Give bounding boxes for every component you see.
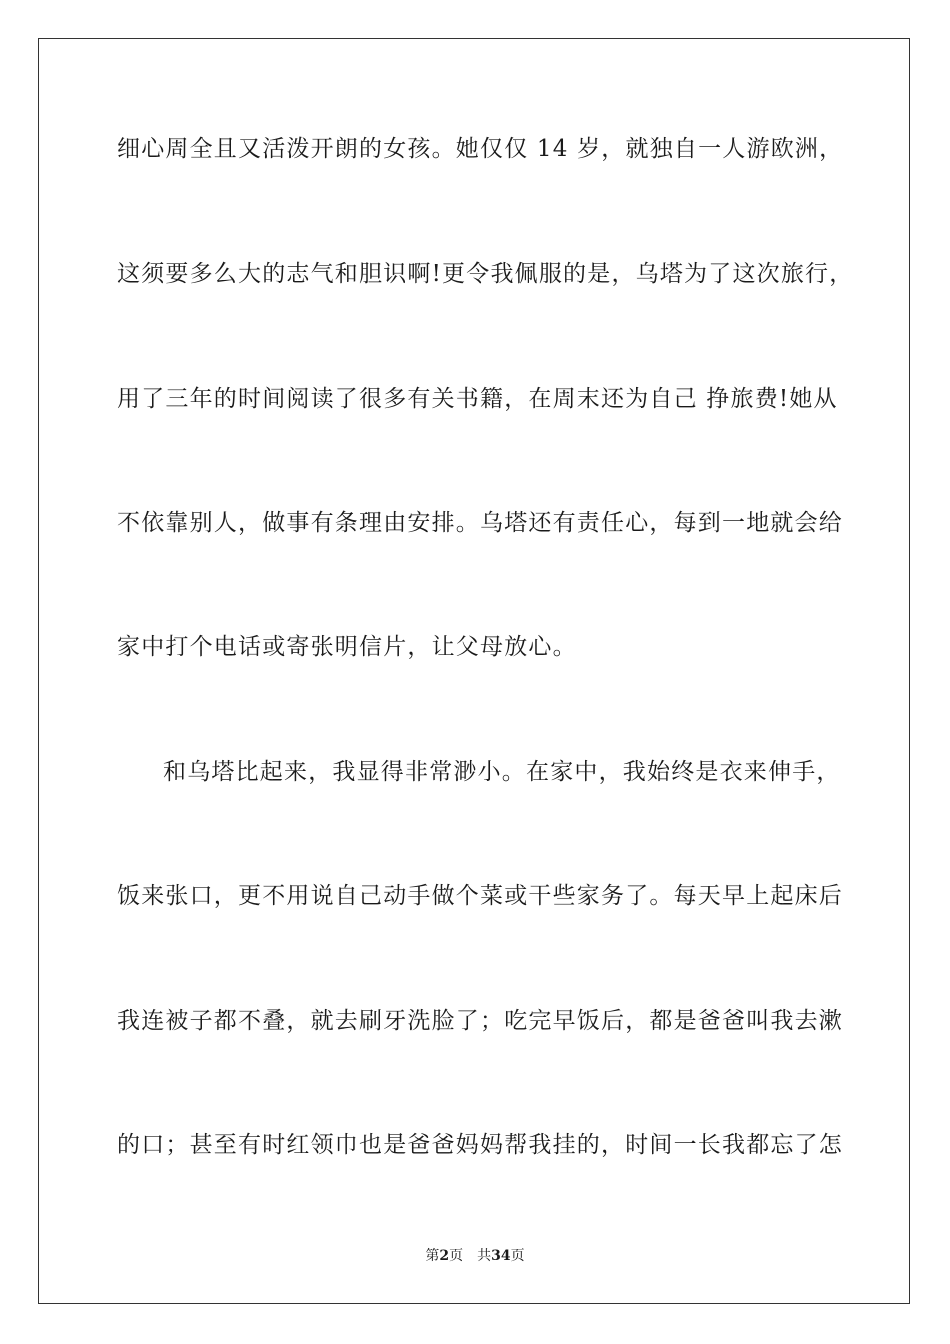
text-line: 细心周全且又活泼开朗的女孩。她仅仅 14 岁，就独自一人游欧洲， [117, 136, 844, 162]
footer-page-prefix: 第 [425, 1248, 440, 1264]
page-border [38, 38, 910, 1304]
paragraph-first-line: 和乌塔比起来，我显得非常渺小。在家中，我始终是衣来伸手， [163, 759, 841, 785]
text-line: 这须要多么大的志气和胆识啊!更令我佩服的是，乌塔为了这次旅行， [117, 261, 854, 287]
footer-page-suffix: 页 [449, 1248, 464, 1264]
text-line: 家中打个电话或寄张明信片，让父母放心。 [117, 634, 577, 660]
text-line: 的口；甚至有时红领巾也是爸爸妈妈帮我挂的，时间一长我都忘了怎 [117, 1132, 843, 1158]
footer-total-pages: 34 [491, 1248, 511, 1264]
text-line: 用了三年的时间阅读了很多有关书籍，在周末还为自己 挣旅费!她从 [117, 386, 838, 412]
text-line: 饭来张口，更不用说自己动手做个菜或干些家务了。每天早上起床后 [117, 883, 843, 909]
text-line: 不依靠别人，做事有条理由安排。乌塔还有责任心，每到一地就会给 [117, 510, 843, 536]
text-line: 我连被子都不叠，就去刷牙洗脸了；吃完早饭后，都是爸爸叫我去漱 [117, 1008, 843, 1034]
footer-total-prefix: 共 [477, 1248, 492, 1264]
footer-total-suffix: 页 [510, 1248, 525, 1264]
footer-page-number: 2 [439, 1248, 450, 1264]
page-footer [0, 1246, 950, 1266]
